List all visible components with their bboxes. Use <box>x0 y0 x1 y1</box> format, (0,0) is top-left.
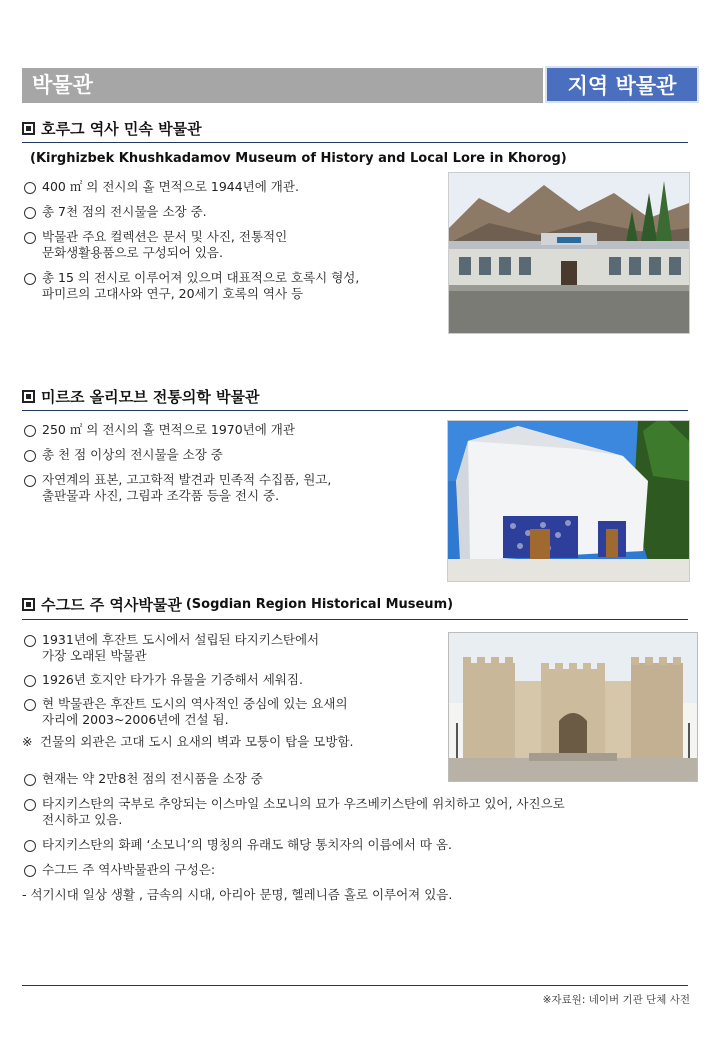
circle-bullet-icon <box>24 273 36 285</box>
circle-bullet-icon <box>24 699 36 711</box>
list-item: 400 ㎡ 의 전시의 홀 면적으로 1944년에 개관. <box>22 179 440 195</box>
museum-building-photo <box>448 172 690 334</box>
list-item: 수그드 주 역사박물관의 구성은: <box>22 862 702 878</box>
category-badge: 지역 박물관 <box>545 66 699 103</box>
circle-bullet-icon <box>24 182 36 194</box>
list-item: 1931년에 후잔트 도시에서 설립된 타지키스탄에서 가장 오래된 박물관 <box>22 632 442 664</box>
circle-bullet-icon <box>24 207 36 219</box>
circle-bullet-icon <box>24 774 36 786</box>
section-1-list <box>22 179 440 302</box>
section-2-title <box>22 386 260 407</box>
square-bullet-icon <box>22 122 35 135</box>
list-item: 현재는 약 2만8천 점의 전시품을 소장 중 <box>22 771 702 787</box>
section-3-title <box>22 594 453 615</box>
note-mark: ※ <box>22 734 33 749</box>
square-bullet-icon <box>22 598 35 611</box>
section-2-rule <box>22 410 688 411</box>
circle-bullet-icon <box>24 840 36 852</box>
dash-item: - 석기시대 일상 생활 , 금속의 시대, 아리아 문명, 헬레니즘 홀로 이루어져 있음. <box>22 887 453 902</box>
section-3-list-top <box>22 632 442 750</box>
square-bullet-icon <box>22 390 35 403</box>
section-3-title-en: (Sogdian Region Historical Museum) <box>185 597 454 612</box>
section-1-title-text: 호루그 역사 민속 박물관 <box>41 120 202 138</box>
section-1-rule <box>22 142 688 143</box>
page-title-bar: 박물관 <box>22 68 543 103</box>
section-3-list-bottom <box>22 771 702 903</box>
list-item: 250 ㎡ 의 전시의 홀 면적으로 1970년에 개관 <box>22 422 440 438</box>
fortress-museum-photo <box>448 632 698 782</box>
section-1-title <box>22 118 202 139</box>
list-item: 현 박물관은 후잔트 도시의 역사적인 중심에 있는 요새의 자리에 2003~2006년에 건설 됨. <box>22 696 442 728</box>
section-3-rule <box>22 619 688 620</box>
list-item: 총 15 의 전시로 이루어져 있으며 대표적으로 호록시 형성, 파미르의 고대사와 연구, 20세기 호록의 역사 등 <box>22 270 440 302</box>
footer-rule <box>22 985 688 986</box>
circle-bullet-icon <box>24 475 36 487</box>
circle-bullet-icon <box>24 865 36 877</box>
circle-bullet-icon <box>24 799 36 811</box>
section-1-subtitle: (Kirghizbek Khushkadamov Museum of History and Local Lore in Khorog) <box>30 151 567 166</box>
list-item: 총 천 점 이상의 전시물을 소장 중 <box>22 447 440 463</box>
section-3-title-ko: 수그드 주 역사박물관 <box>41 596 182 614</box>
white-museum-photo <box>447 420 690 582</box>
section-2-list <box>22 422 440 504</box>
list-item: 타지키스탄의 화폐 ‘소모니’의 명칭의 유래도 해당 통치자의 이름에서 따 옴. <box>22 837 702 853</box>
section-2-title-text: 미르조 올리모브 전통의학 박물관 <box>41 388 260 406</box>
list-item: 1926년 호지안 타가가 유물을 기증해서 세워짐. <box>22 672 442 688</box>
source-note: ※자료원: 네이버 기관 단체 사전 <box>542 994 690 1006</box>
circle-bullet-icon <box>24 450 36 462</box>
circle-bullet-icon <box>24 675 36 687</box>
list-item: 타지키스탄의 국부로 추앙되는 이스마일 소모니의 묘가 우즈베키스탄에 위치하고 있어, 사진으로 전시하고 있음. <box>22 796 702 828</box>
circle-bullet-icon <box>24 635 36 647</box>
circle-bullet-icon <box>24 425 36 437</box>
circle-bullet-icon <box>24 232 36 244</box>
list-item: 총 7천 점의 전시물을 소장 중. <box>22 204 440 220</box>
list-item: 자연계의 표본, 고고학적 발견과 민족적 수집품, 원고, 출판물과 사진, 그림과 조각품 등을 전시 중. <box>22 472 440 504</box>
note-item: ※ 건물의 외관은 고대 도시 요새의 벽과 모퉁이 탑을 모방함. <box>22 734 354 749</box>
list-item: 박물관 주요 컬렉션은 문서 및 사진, 전통적인 문화생활용품으로 구성되어 있음. <box>22 229 440 261</box>
